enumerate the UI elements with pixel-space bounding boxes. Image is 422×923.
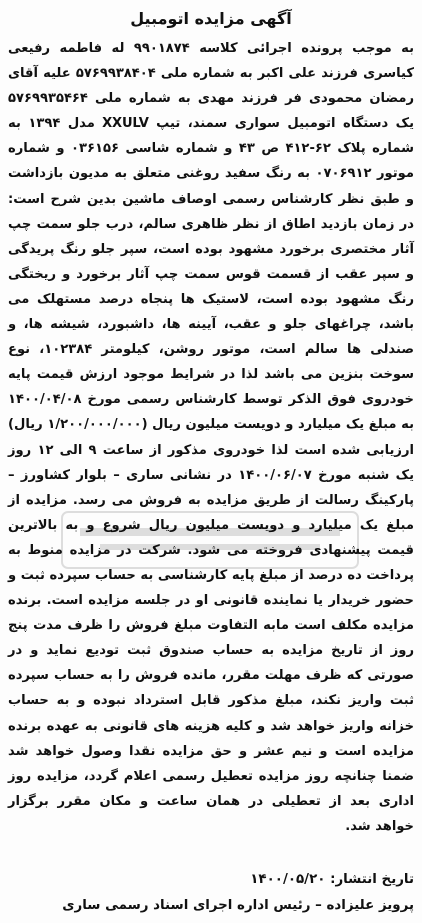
notice-footer [8, 867, 414, 919]
notice-title: آگهی مزایده اتومبیل [130, 9, 292, 28]
publish-date: تاریخ انتشار: ۱۴۰۰/۰۵/۲۰ [250, 872, 414, 887]
signature-line: پرویز علیزاده – رئیس اداره اجرای اسناد رسمی ساری [62, 898, 414, 913]
notice-body: به موجب پرونده اجرائی کلاسه ۹۹۰۱۸۷۴ له فاطمه رفیعی کیاسری فرزند علی اکبر به شماره ملی ۵۷۶۹۹۳۸۴۰۴ علیه آقای رمضان محمودی فر فرزند مهدی به شماره ملی ۵۷۶۹۹۳۵۴۶۴ یک دستگاه اتومبیل سواری سمند، تیپ XXULV مدل ۱۳۹۴ به شماره پلاک ۶۲-۴۱۲ ص ۴۳ و شماره شاسی ۰۳۶۱۵۶ و شماره موتور ۰۷۰۶۹۱۲ به رنگ سفید روغنی متعلق به مدیون بازداشت و طبق نظر کارشناس رسمی اوصاف ماشین بدین شرح است: در زمان بازدید اطاق از نظر ظاهری سالم، درب جلو سمت چپ آثار مختصری برخورد مشهود بوده است، سپر جلو رنگ پریدگی و سپر عقب از قسمت قوس سمت چپ آثار برخورد و ریختگی رنگ مشهود بوده است، لاستیک ها پنجاه درصد مستهلک می باشد، چراغهای جلو و عقب، آیینه ها، داشبورد، شیشه ها، و صندلی ها سالم است، موتور روشن، کیلومتر ۱۰۲۳۸۴، نوع سوخت بنزین می باشد لذا در شرایط موجود ارزش قیمت پایه خودروی فوق الذکر توسط کارشناس رسمی مورخ ۱۴۰۰/۰۴/۰۸ به مبلغ یک میلیارد و دویست میلیون ریال (۱/۲۰۰/۰۰۰/۰۰۰ ریال) ارزیابی شده است لذا خودروی مذکور از ساعت ۹ الی ۱۲ روز یک شنبه مورخ ۱۴۰۰/۰۶/۰۷ در نشانی ساری – بلوار کشاورز – پارکینگ رسالت از طریق مزایده به فروش می رسد. مزایده از مبلغ یک میلیارد و دویست میلیون ریال شروع و به بالاترین قیمت پیشنهادی فروخته می شود. شرکت در مزایده منوط به پرداخت ده درصد از مبلغ پایه کارشناسی به حساب سپرده ثبت و حضور خریدار یا نماینده قانونی او در جلسه مزایده است. برنده مزایده مکلف است مابه التفاوت مبلغ فروش را ظرف مدت پنج روز از تاریخ مزایده به حساب صندوق ثبت تودیع نماید و در صورتی که ظرف مهلت مقرر، مانده فروش را به حساب سپرده ثبت واریز نکند، مبلغ مذکور قابل استرداد نبوده و به حساب خزانه واریز خواهد شد و کلیه هزینه های قانونی به عهده برنده مزایده است و نیم عشر و حق مزایده نقدا وصول خواهد شد ضمنا چنانچه روز مزایده تعطیل رسمی اعلام گردد، مزایده روز اداری بعد از تعطیلی در همان ساعت و مکان مقرر برگزار خواهد شد. [8, 41, 415, 834]
